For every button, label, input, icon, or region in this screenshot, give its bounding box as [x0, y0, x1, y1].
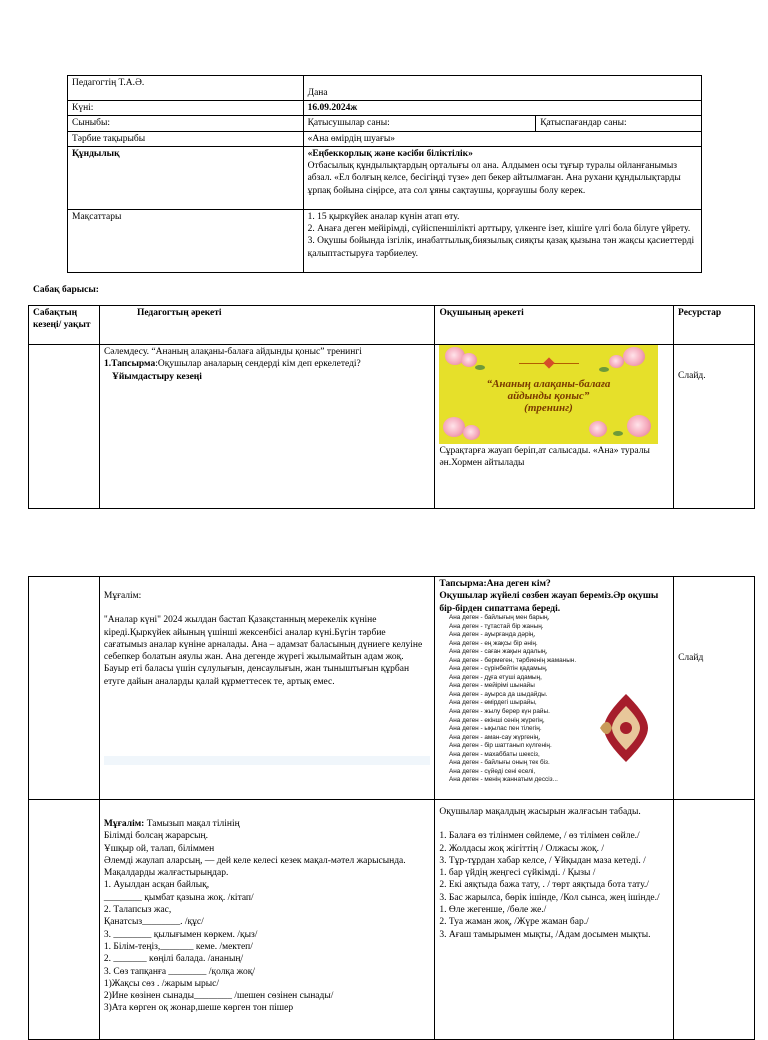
resource-cell	[674, 345, 755, 509]
ana-poem-image	[449, 614, 599, 785]
student-answer-text: Сұрақтарға жауап беріп,ат салысады. «Ана» туралы ән.Хормен айтылады	[439, 446, 650, 469]
slide-title: “Ананың алақаны-балаға айдынды қоныс” (тренинг)	[486, 378, 611, 414]
poem-line: Ана деген - байлығы оның тек біз.	[449, 759, 550, 767]
teacher-label: Мұғалім:	[103, 819, 145, 829]
proverb-line: Білімді болсаң жарарсың.	[103, 831, 208, 842]
spacer	[439, 818, 669, 830]
leaf-decoration	[613, 431, 623, 436]
faint-highlight	[104, 756, 431, 765]
proverb-line: 3)Ата көрген оқ жонар,шеше көрген тон пішер	[103, 1003, 294, 1014]
poem-line: Ана деген - өмірдегі шырайы,	[449, 699, 537, 707]
proverb-line: 2)Ине көзінен сынады________ /шешен сөзінен сынады/	[103, 991, 334, 1002]
task-text: :Оқушылар аналарың сендерді кім деп еркелетеді?	[155, 359, 361, 370]
date-value: 16.09.2024ж	[303, 101, 701, 116]
student-proverbs-cell	[435, 800, 674, 1040]
topic-value: «Ана өмірдің шуағы»	[303, 131, 701, 146]
teacher-info-cell	[99, 577, 435, 800]
poem-line: Ана деген - ауырса да шыдайды.	[449, 690, 548, 698]
training-slide-image	[439, 345, 658, 444]
poem-line: Ана деген - ықылас пен тілегің.	[449, 725, 542, 733]
proverb-line: 1)Жақсы сөз . /жарым ырыс/	[103, 978, 220, 989]
answer-line: 3. Ағаш тамырымен мықты, /Адам досымен мықты.	[439, 929, 651, 940]
participants-label: Қатысушылар саны:	[303, 116, 536, 131]
values-label: Құндылық	[68, 146, 304, 209]
poem-line: Ана деген - сүрінбейтін қадамың,	[449, 665, 548, 673]
header-resources: Ресурстар	[674, 306, 755, 345]
student-task-heading2: Оқушылар жүйелі сөзбен жауап береміз.Әр оқушы бір-бірден сипаттама береді.	[439, 591, 659, 614]
poem-line: Ана деген - жылу берер күн райы.	[449, 708, 550, 716]
answer-line: 2. Туа жаман жоқ, /Жүре жаман бар./	[439, 917, 589, 928]
rose-decoration	[461, 353, 477, 367]
rose-decoration	[627, 415, 651, 437]
teacher-value: Дана	[303, 76, 701, 101]
header-stage: Сабақтың кезеңі/ уақыт	[29, 306, 100, 345]
poem-line: Ана деген - ең жақсы бір әнің.	[449, 639, 538, 647]
proverb-line: ________ қымбат қазына жоқ. /кітап/	[103, 892, 254, 903]
goals-cell	[303, 209, 701, 272]
poem-line: Ана деген - менің жаннатым дессіз...	[449, 776, 558, 784]
rose-decoration	[463, 425, 480, 440]
proverb-line: 2. _______ көңілі балада. /ананың/	[103, 954, 244, 965]
stage-cell	[29, 577, 100, 800]
proverb-line: Әлемді жаулап аларсың, — дей келе келесі кезек мақал-мәтел жарысында.	[103, 855, 406, 866]
resource-slide: Слайд.	[678, 371, 706, 381]
proverb-line: 3. Сөз тапқанға ________ /қолқа жоқ/	[103, 966, 255, 977]
values-text: Отбасылық құндылықтардың орталығы ол ана. Алдымен осы тұғыр туралы ойланғанымыз абзал. «Ел болғың келсе, бесігіңді түзе» деп бекер айтылмаған. Ана рухани құндылықтарды ұрпақ бойына сіңірсе, ата сол ұяны сақтаушы, қорғаушы болу керек.	[307, 161, 681, 196]
answer-line: 1. бар үйдің жеңгесі сүйкімді. / Қызы /	[439, 868, 596, 879]
teacher-label: Педагогтің Т.А.Ә.	[68, 76, 304, 101]
teacher-label: Мұғалім:	[103, 591, 142, 601]
resource-slide: Слайд	[678, 653, 704, 663]
ornament-icon	[596, 688, 656, 768]
header-teacher: Педагогтың әрекеті	[99, 306, 434, 345]
poem-line: Ана деген - тұтастай бір жаның.	[449, 622, 544, 630]
poem-line: Ана деген - сүйеді сені еселі,	[449, 767, 536, 775]
poem-line: Ана деген - мейірімі шынайы	[449, 682, 535, 690]
goal-item: 3. Оқушы бойында ізгілік, инабаттылық,биязылық сияқты қазақ қызына тән жақсы қасиеттерді қалыптастыруға тәрбиелеу.	[307, 236, 695, 259]
rose-decoration	[589, 421, 607, 437]
answer-line: 3. Бас жарылса, бөрік ішінде, /Кол сынса, жең ішінде./	[439, 892, 660, 903]
answer-line: 3. Тұр-тұрдан хабар келсе, / Ұйқыдан маза кетеді. /	[439, 855, 646, 866]
proverb-line: 3. ________ қылығымен көркем. /қыз/	[103, 929, 258, 940]
stage-label: Ұйымдастыру кезеңі	[111, 371, 202, 382]
task-line	[104, 358, 430, 370]
resource-cell	[674, 577, 755, 800]
proverb-line: Қанатсыз________. /құс/	[103, 917, 204, 928]
teacher-action-cell	[99, 345, 434, 509]
resource-cell	[674, 800, 755, 1040]
proverb-line: 2. Талапсыз жас,	[103, 905, 172, 916]
spacer	[104, 602, 431, 614]
leaf-decoration	[475, 365, 485, 370]
ornament-center	[620, 722, 632, 734]
stage-cell	[29, 800, 100, 1040]
teacher-text: "Аналар күні" 2024 жылдан бастап Қазақстанның мерекелік күніне кіреді.Қыркүйек айының үшінші жексенбісі аналар күні.Бүгін тәрбие сағатымыз аналар күніне арналады. Ана – адамзат баласының дүниеге келуіне себепкер болатын аяулы жан. Ана дегенде жүрегі жылымайтын адам жоқ. Бауыр еті баласы үшін сұлулығын, денсаулығын, жан тыныштығын құрбан етуге дайын аналарды қалай құрметтесек те, артық емес.	[103, 615, 423, 687]
rose-decoration	[623, 347, 645, 366]
class-label: Сыныбы:	[68, 116, 304, 131]
date-label: Күні:	[68, 101, 304, 116]
header-student: Оқушының әрекеті	[435, 306, 674, 345]
teacher-intro-line: Мұғалім: Тамызып мақал тілінің	[103, 819, 240, 829]
answer-line: 1. Өле жегенше, /бөле же./	[439, 905, 547, 916]
stage-cell	[29, 345, 100, 509]
proverb-line: 1. Ауылдан асқан байлық,	[103, 880, 210, 891]
values-heading: «Еңбеккорлық және кәсіби біліктілік»	[307, 148, 473, 159]
values-cell	[303, 146, 701, 209]
poem-line: Ана деген - махаббаты шексіз,	[449, 750, 540, 758]
greeting-text: Сәлемдесу. “Ананың алақаны-балаға айдынды қоныс” тренингі	[103, 347, 362, 357]
leaf-decoration	[599, 367, 609, 372]
proverb-line: Ұшқыр ой, талап, біліммен	[103, 843, 215, 854]
teacher-proverbs-cell	[99, 800, 435, 1040]
poem-line: Ана деген - байлығың мен барың,	[449, 614, 550, 621]
goals-label: Мақсаттары	[68, 209, 304, 272]
proverb-line: 1. Білім-теңіз,_______ кеме. /мектеп/	[103, 941, 253, 952]
poem-line: Ана деген - бір шаттанып күлгенің.	[449, 742, 552, 750]
plan-table-continued	[28, 576, 755, 1040]
task-label: 1.Тапсырма	[103, 359, 156, 370]
goal-item: 2. Анаға деген мейірімді, сүйіспеншілікті арттыру, үлкенге ізет, кішіге үлгі бола білуге үйрету.	[307, 224, 691, 235]
rose-decoration	[609, 355, 624, 368]
student-task-heading: Тапсырма:Ана деген кім?	[439, 579, 551, 589]
poem-line: Ана деген - бермеген, тәрбиенің жаманын.	[449, 656, 577, 664]
absent-label: Қатыспағандар саны:	[536, 116, 702, 131]
rose-decoration	[443, 417, 465, 437]
poem-line: Ана деген - дұға етуші адамың,	[449, 673, 542, 681]
lesson-heading: Сабақ барысы:	[33, 285, 99, 295]
poem-line: Ана деген - аман-сау жүргенің,	[449, 733, 541, 741]
answer-line: 2. Жолдасы жоқ жігіттің / Олжасы жоқ. /	[439, 843, 604, 854]
poem-line: Ана деген - екінші сенің жүрегің,	[449, 716, 545, 724]
proverb-line: Мақалдарды жалғастырыңдар.	[103, 868, 229, 879]
goal-item: 1. 15 қыркүйек аналар күнін атап өту.	[307, 211, 460, 222]
poem-line: Ана деген - саған жақын адалың,	[449, 648, 548, 656]
poem-line: Ана деген - ауырғанда дәрің,	[449, 631, 536, 639]
topic-label: Тәрбие тақырыбы	[68, 131, 304, 146]
answer-line: 1. Балаға өз тілінмен сөйлеме, / өз тілімен сөйле./	[439, 831, 640, 842]
student-intro: Оқушылар мақалдың жасырын жалғасын табады.	[439, 807, 641, 817]
ornament-divider	[543, 357, 554, 368]
answer-line: 2. Екі аяқтыда бажа тату, . / төрт аяқтыда бота тату./	[439, 880, 649, 891]
info-table	[67, 75, 702, 273]
